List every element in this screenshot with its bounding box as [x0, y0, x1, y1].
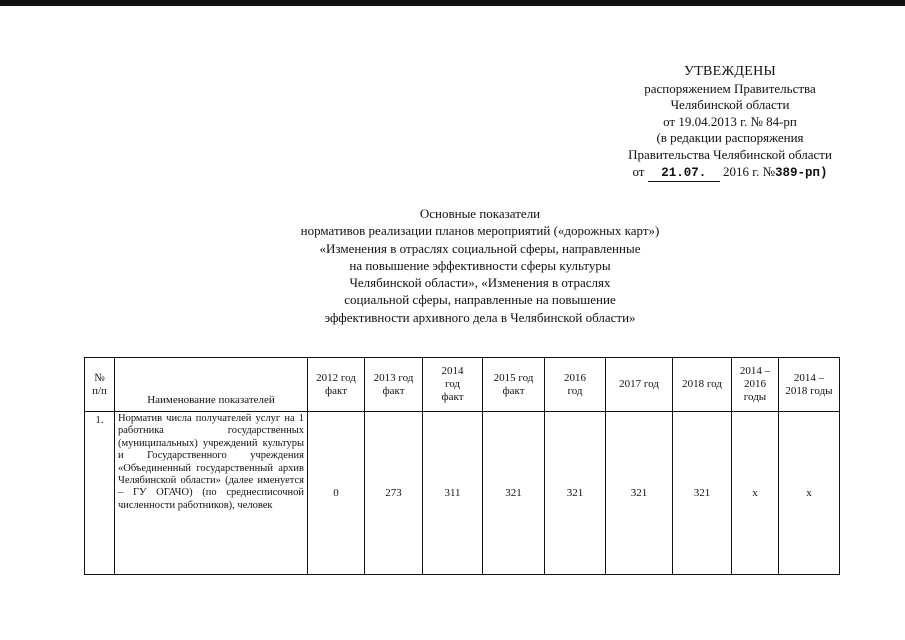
header-2018: 2018 год: [673, 358, 732, 412]
approval-block: [560, 64, 900, 182]
header-2014-2016: 2014 – 2016 годы: [732, 358, 779, 412]
value-2014: 311: [423, 412, 483, 575]
amendment-number: 389-рп): [775, 165, 828, 180]
amendment-date: 21.07.: [648, 165, 720, 183]
value-2015: 321: [483, 412, 545, 575]
value-2012: 0: [308, 412, 365, 575]
header-2017: 2017 год: [606, 358, 673, 412]
table-row: [85, 412, 840, 575]
value-2017: 321: [606, 412, 673, 575]
table-header-row: [85, 358, 840, 412]
approval-line: (в редакции распоряжения: [656, 130, 804, 146]
title-line: нормативов реализации планов мероприятий («дорожных карт»): [300, 223, 660, 239]
row-number: 1.: [85, 412, 115, 575]
header-2015: 2015 год факт: [483, 358, 545, 412]
value-2018: 321: [673, 412, 732, 575]
approval-line: Челябинской области: [670, 97, 790, 113]
title-line: эффективности архивного дела в Челябинской области»: [324, 309, 636, 325]
header-number: № п/п: [85, 358, 115, 412]
title-line: «Изменения в отраслях социальной сферы, направленные: [319, 240, 641, 256]
approval-line: Правительства Челябинской области: [628, 146, 832, 162]
indicator-name: Норматив числа получателей услуг на 1 работника государственных (муниципальных) учреждений культуры и Государственного учреждения «Объединенный государственный архив Челябинской области» (далее именуется – ГУ ОГАЧО) (по среднесписочной численности работников), человек: [115, 412, 308, 575]
scan-top-border: [0, 0, 905, 6]
date-middle: 2016 г. №: [722, 163, 776, 179]
approval-line: от 19.04.2013 г. № 84-рп: [663, 113, 797, 129]
header-2012: 2012 год факт: [308, 358, 365, 412]
header-2016: 2016 год: [545, 358, 606, 412]
approval-heading: УТВЕЖДЕНЫ: [683, 64, 777, 79]
value-2013: 273: [365, 412, 423, 575]
title-line: на повышение эффективности сферы культуры: [349, 257, 611, 273]
date-prefix: от: [632, 163, 645, 179]
header-2013: 2013 год факт: [365, 358, 423, 412]
title-line: Челябинской области», «Изменения в отраслях: [349, 275, 611, 291]
header-indicator-name: Наименование показателей: [115, 358, 308, 412]
value-2014-2018: х: [779, 412, 840, 575]
approval-line: распоряжением Правительства: [644, 80, 816, 96]
document-title: [240, 205, 720, 326]
indicators-table: [84, 357, 840, 575]
amendment-date-line: [560, 164, 900, 183]
title-line: социальной сферы, направленные на повышение: [344, 292, 616, 308]
value-2016: 321: [545, 412, 606, 575]
title-line: Основные показатели: [419, 206, 541, 221]
header-2014-2018: 2014 – 2018 годы: [779, 358, 840, 412]
header-2014: 2014 год факт: [423, 358, 483, 412]
value-2014-2016: х: [732, 412, 779, 575]
